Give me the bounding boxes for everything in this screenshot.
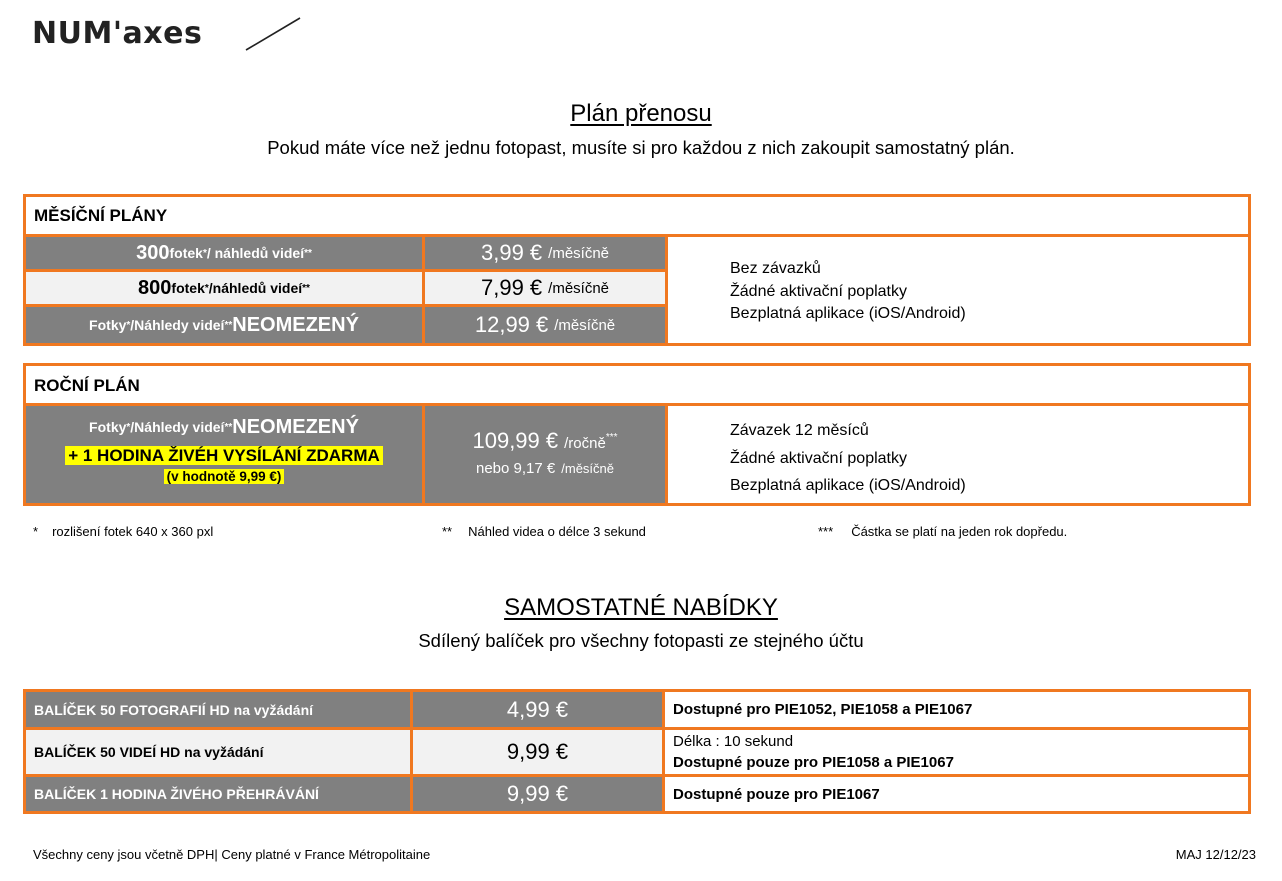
brand-logo xyxy=(32,12,287,56)
yearly-features xyxy=(730,417,966,500)
footnote-1: * rozlišení fotek 640 x 360 pxl xyxy=(33,524,214,539)
monthly-header: MĚSÍČNÍ PLÁNY xyxy=(34,206,168,225)
yearly-plan-label: Fotky * /Náhledy videí ** NEOMEZENÝ + 1 HODINA ŽIVÉH VYSÍLÁNÍ ZDARMA (v hodnotě 9,99 €) xyxy=(26,406,422,503)
offer-label: BALÍČEK 50 FOTOGRAFIÍ HD na vyžádání xyxy=(26,692,410,727)
footer-date: MAJ 12/12/23 xyxy=(1175,847,1256,862)
offer-price: 4,99 € xyxy=(413,692,662,727)
offer-info: Délka : 10 sekund Dostupné pouze pro PIE1058 a PIE1067 xyxy=(673,733,954,771)
monthly-plan-unlimited: Fotky * /Náhledy videí ** NEOMEZENÝ xyxy=(26,307,422,343)
monthly-plan-300: 300 fotek * / náhledů videí ** xyxy=(26,237,422,269)
monthly-price-800: 7,99 € /měsíčně xyxy=(425,272,665,304)
yearly-bonus: + 1 HODINA ŽIVÉH VYSÍLÁNÍ ZDARMA xyxy=(65,446,383,465)
footnote-3: *** Částka se platí na jeden rok dopředu. xyxy=(818,524,1068,539)
monthly-features xyxy=(730,258,966,326)
logo-text: NUM'axes xyxy=(32,16,203,51)
monthly-price-unlimited: 12,99 € /měsíčně xyxy=(425,307,665,343)
monthly-plans-table xyxy=(23,194,1251,346)
section-subtitle: Sdílený balíček pro všechny fotopasti ze stejného účtu xyxy=(418,630,864,651)
yearly-price: 109,99 € /ročně*** nebo 9,17 € /měsíčně xyxy=(425,406,665,503)
page-subtitle: Pokud máte více než jednu fotopast, musíte si pro každou z nich zakoupit samostatný plán. xyxy=(267,137,1015,158)
offer-info: Dostupné pouze pro PIE1067 xyxy=(673,785,880,803)
footer-vat-note: Všechny ceny jsou včetně DPH| Ceny platné v France Métropolitaine xyxy=(33,847,431,862)
feature-item: Bez závazků xyxy=(730,260,821,277)
offer-label: BALÍČEK 1 HODINA ŽIVÉHO PŘEHRÁVÁNÍ xyxy=(26,777,410,811)
page-title: Plán přenosu xyxy=(570,100,712,127)
feature-item: Závazek 12 měsíců xyxy=(730,422,869,439)
section-title: SAMOSTATNÉ NABÍDKY xyxy=(504,594,778,621)
yearly-plan-table xyxy=(23,363,1251,506)
offer-label: BALÍČEK 50 VIDEÍ HD na vyžádání xyxy=(26,730,410,774)
monthly-price-300: 3,99 € /měsíčně xyxy=(425,237,665,269)
feature-item: Žádné aktivační poplatky xyxy=(730,282,907,300)
yearly-header: ROČNÍ PLÁN xyxy=(34,376,140,395)
offer-price: 9,99 € xyxy=(413,730,662,774)
feature-item: Žádné aktivační poplatky xyxy=(730,449,907,467)
standalone-offers-table xyxy=(23,689,1251,814)
yearly-bonus-value: (v hodnotě 9,99 €) xyxy=(164,469,285,484)
footnote-2: ** Náhled videa o délce 3 sekund xyxy=(442,524,646,539)
offer-price: 9,99 € xyxy=(413,777,662,811)
logo-slash-icon xyxy=(242,16,308,54)
feature-item: Bezplatná aplikace (iOS/Android) xyxy=(730,477,966,494)
feature-item: Bezplatná aplikace (iOS/Android) xyxy=(730,305,966,322)
offer-info: Dostupné pro PIE1052, PIE1058 a PIE1067 xyxy=(673,701,973,718)
monthly-plan-800: 800 fotek * /náhledů videí ** xyxy=(26,272,422,304)
